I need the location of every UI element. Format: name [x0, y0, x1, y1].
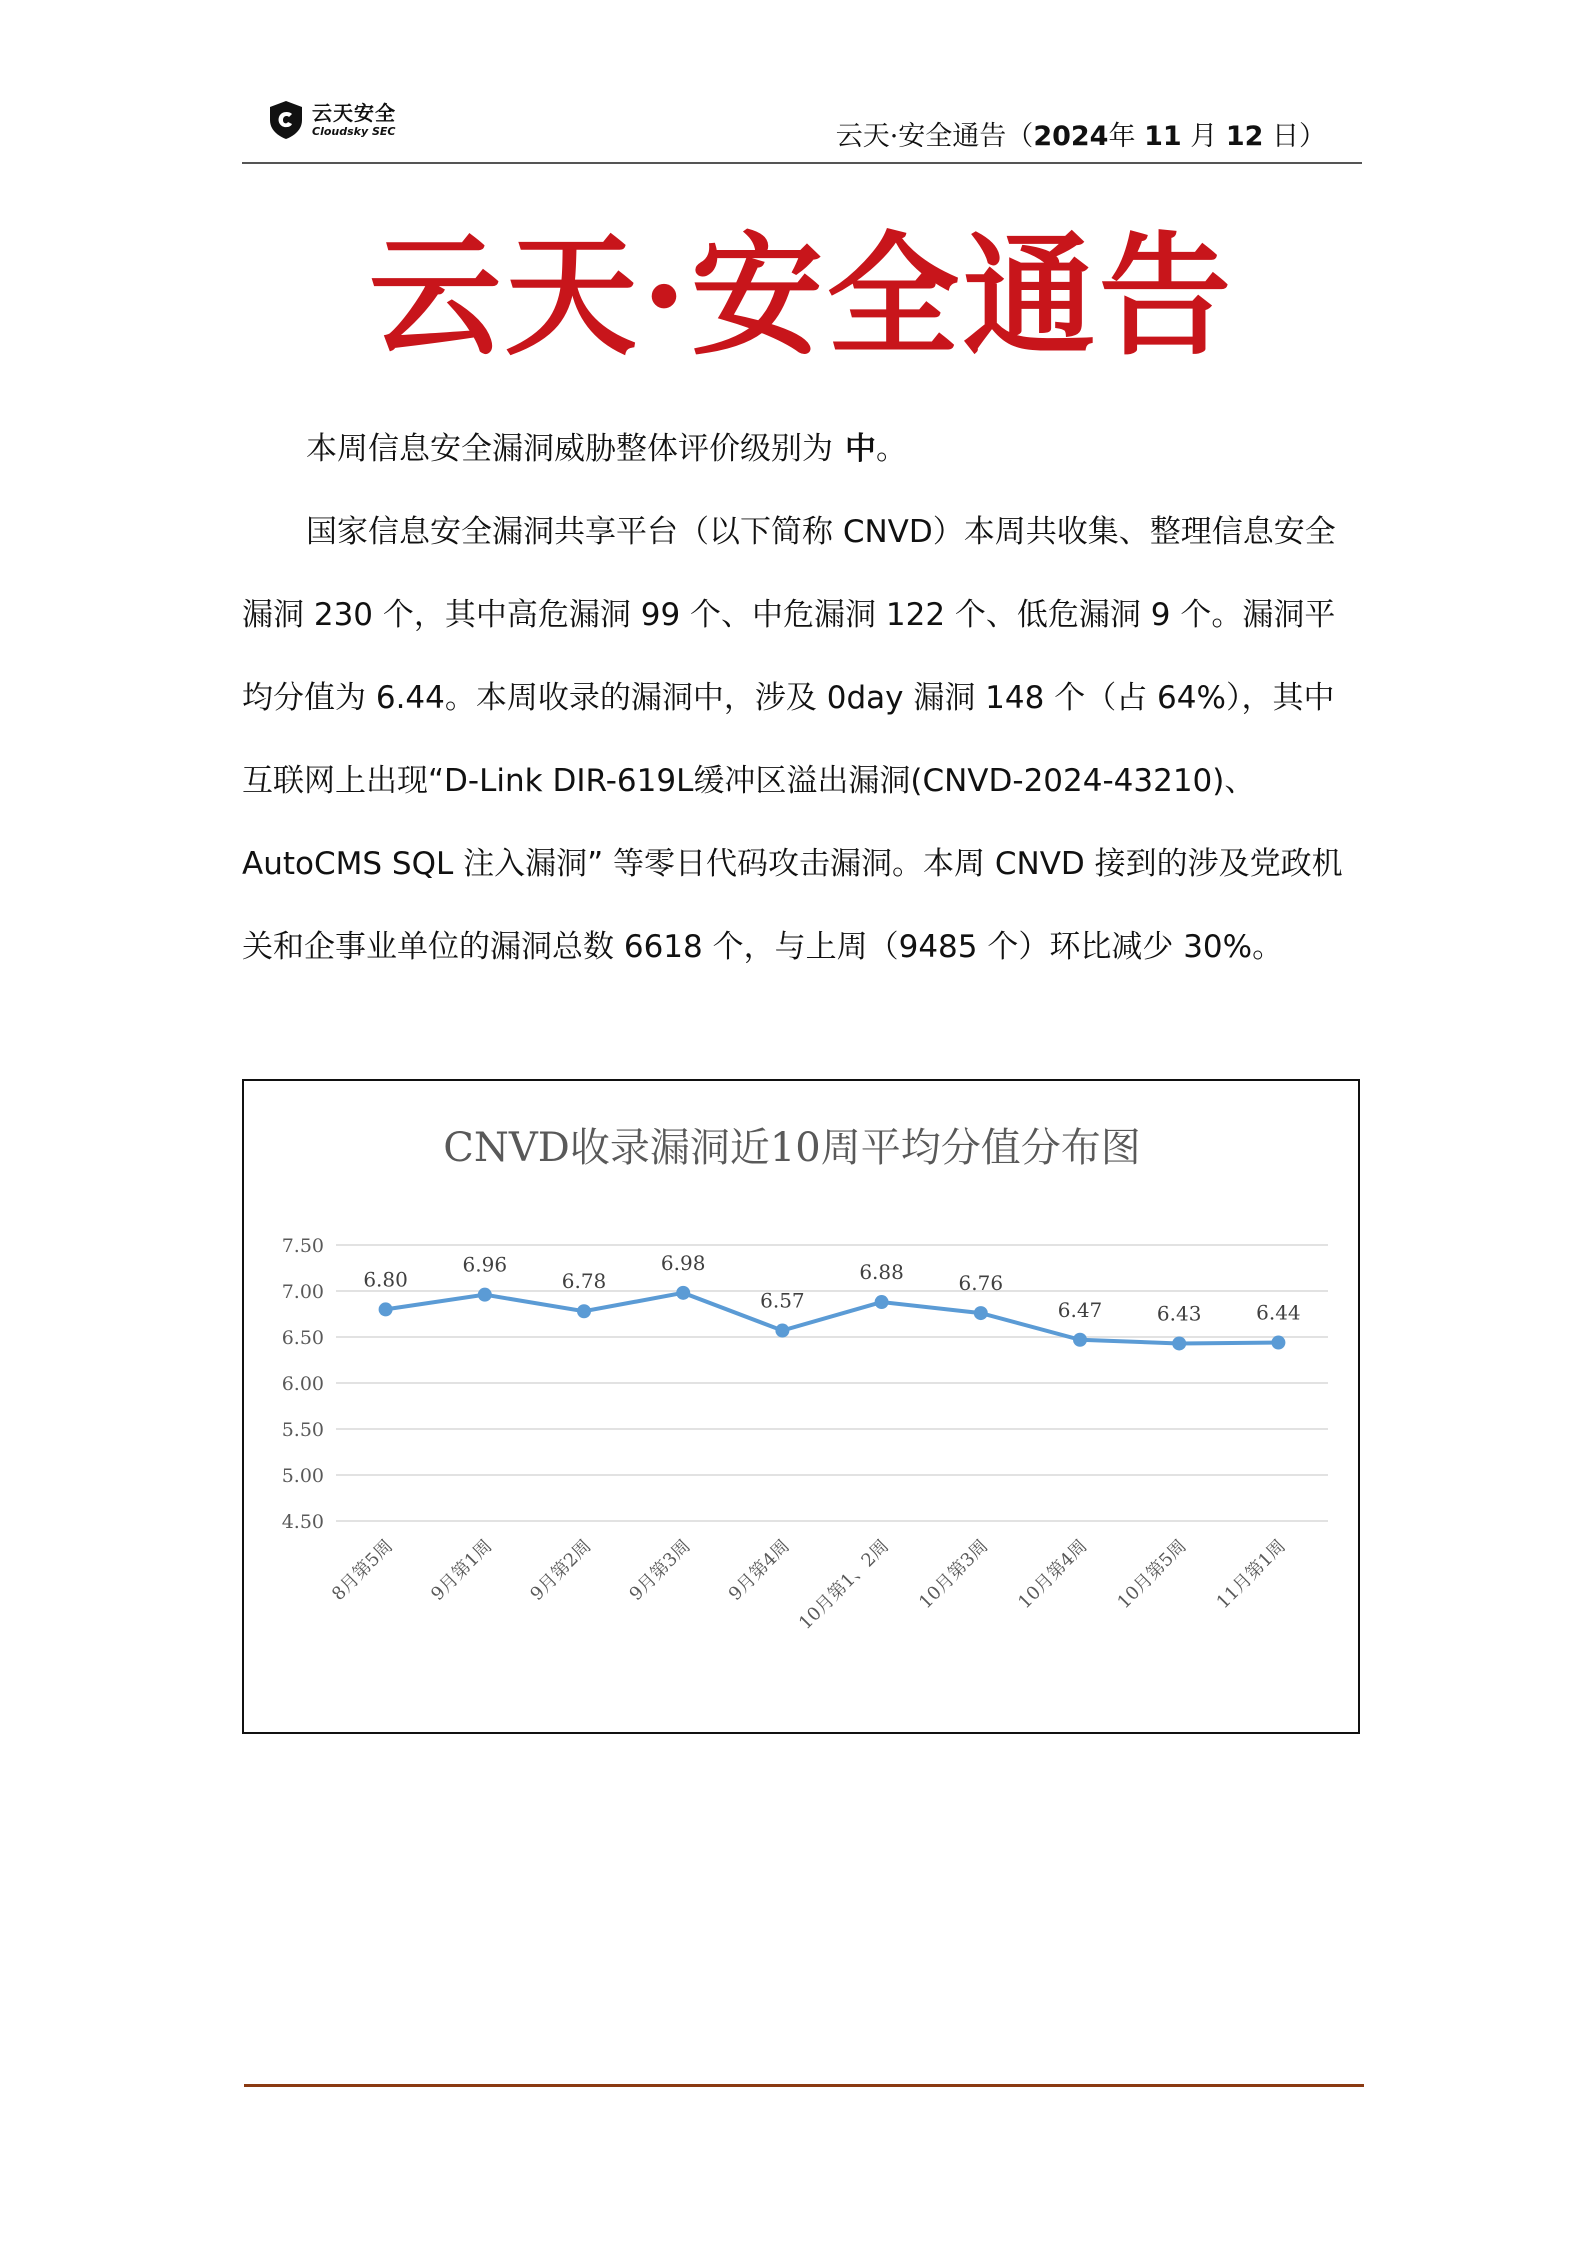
- data-point: [577, 1304, 591, 1318]
- header-month: 11: [1144, 121, 1182, 152]
- data-label: 6.44: [1256, 1300, 1301, 1325]
- data-label: 6.78: [561, 1269, 607, 1294]
- x-tick-label: 9月第2周: [526, 1535, 596, 1605]
- data-label: 6.88: [859, 1260, 904, 1285]
- threat-level-end: 。: [876, 431, 907, 467]
- y-tick-label: 6.50: [281, 1327, 324, 1349]
- header-day: 12: [1225, 121, 1264, 152]
- data-point: [1271, 1336, 1285, 1350]
- page-header: [242, 96, 1362, 164]
- threat-level-paragraph: [242, 408, 1352, 491]
- header-year-unit: 年: [1108, 121, 1136, 152]
- data-point: [1172, 1336, 1186, 1350]
- data-point: [1073, 1333, 1087, 1347]
- y-tick-label: 5.00: [281, 1465, 324, 1487]
- data-label: 6.80: [363, 1267, 408, 1292]
- logo-chinese-text: 云天安全: [312, 101, 396, 125]
- y-tick-label: 5.50: [281, 1419, 324, 1441]
- x-tick-label: 9月第4周: [724, 1535, 794, 1605]
- header-title: [836, 114, 1326, 153]
- x-tick-label: 9月第1周: [427, 1535, 497, 1605]
- main-title: 云天·安全通告: [369, 219, 1235, 374]
- x-tick-label: 10月第4周: [1014, 1535, 1092, 1614]
- x-tick-label: 10月第5周: [1113, 1535, 1191, 1614]
- data-label: 6.98: [660, 1250, 706, 1275]
- bulletin-body: [242, 408, 1352, 989]
- threat-level-text: 本周信息安全漏洞威胁整体评价级别为: [306, 431, 833, 467]
- y-tick-label: 6.00: [281, 1373, 324, 1395]
- data-label: 6.47: [1057, 1297, 1103, 1322]
- logo-english-text: Cloudsky SEC: [312, 125, 396, 138]
- shield-logo-icon: [268, 100, 304, 140]
- score-chart: [242, 1079, 1360, 1734]
- y-tick-label: 7.00: [281, 1281, 324, 1303]
- footer-divider: [244, 2084, 1364, 2087]
- header-day-unit: 日）: [1272, 121, 1326, 152]
- data-point: [676, 1286, 690, 1300]
- header-year: 2024: [1033, 121, 1109, 152]
- data-point: [379, 1302, 393, 1316]
- data-point: [478, 1288, 492, 1302]
- company-logo: [268, 98, 396, 142]
- data-label: 6.76: [958, 1271, 1004, 1296]
- header-month-unit: 月: [1190, 121, 1218, 152]
- series-line: [386, 1293, 1279, 1344]
- y-tick-label: 4.50: [281, 1511, 324, 1533]
- x-tick-label: 9月第3周: [625, 1535, 695, 1605]
- data-label: 6.43: [1156, 1301, 1202, 1326]
- threat-level-value: 中: [845, 431, 876, 467]
- data-point: [974, 1306, 988, 1320]
- x-tick-label: 10月第1、2周: [794, 1535, 894, 1634]
- data-point: [775, 1324, 789, 1338]
- summary-paragraph: 国家信息安全漏洞共享平台（以下简称 CNVD）本周共收集、整理信息安全漏洞 230 个，其中高危漏洞 99 个、中危漏洞 122 个、低危漏洞 9 个。漏洞平均分值为 6.44。本周收录的漏洞中，涉及 0day 漏洞 148 个（占 64%），其中互联网上出现“D-Link DIR-619L缓冲区溢出漏洞(CNVD-2024-43210)、AutoCMS SQL 注入漏洞” 等零日代码攻击漏洞。本周 CNVD 接到的涉及党政机关和企事业单位的漏洞总数 6618 个，与上周（9485 个）环比减少 30%。: [242, 514, 1343, 965]
- chart-title: CNVD收录漏洞近10周平均分值分布图: [443, 1125, 1141, 1171]
- data-point: [875, 1295, 889, 1309]
- data-label: 6.96: [462, 1252, 508, 1277]
- x-tick-label: 11月第1周: [1212, 1535, 1290, 1614]
- y-tick-label: 7.50: [281, 1235, 324, 1257]
- x-tick-label: 8月第5周: [327, 1535, 398, 1605]
- line-chart-svg: [244, 1081, 1357, 1731]
- header-title-prefix: 云天·安全通告（: [835, 121, 1034, 152]
- data-label: 6.57: [760, 1288, 805, 1313]
- x-tick-label: 10月第3周: [915, 1535, 993, 1614]
